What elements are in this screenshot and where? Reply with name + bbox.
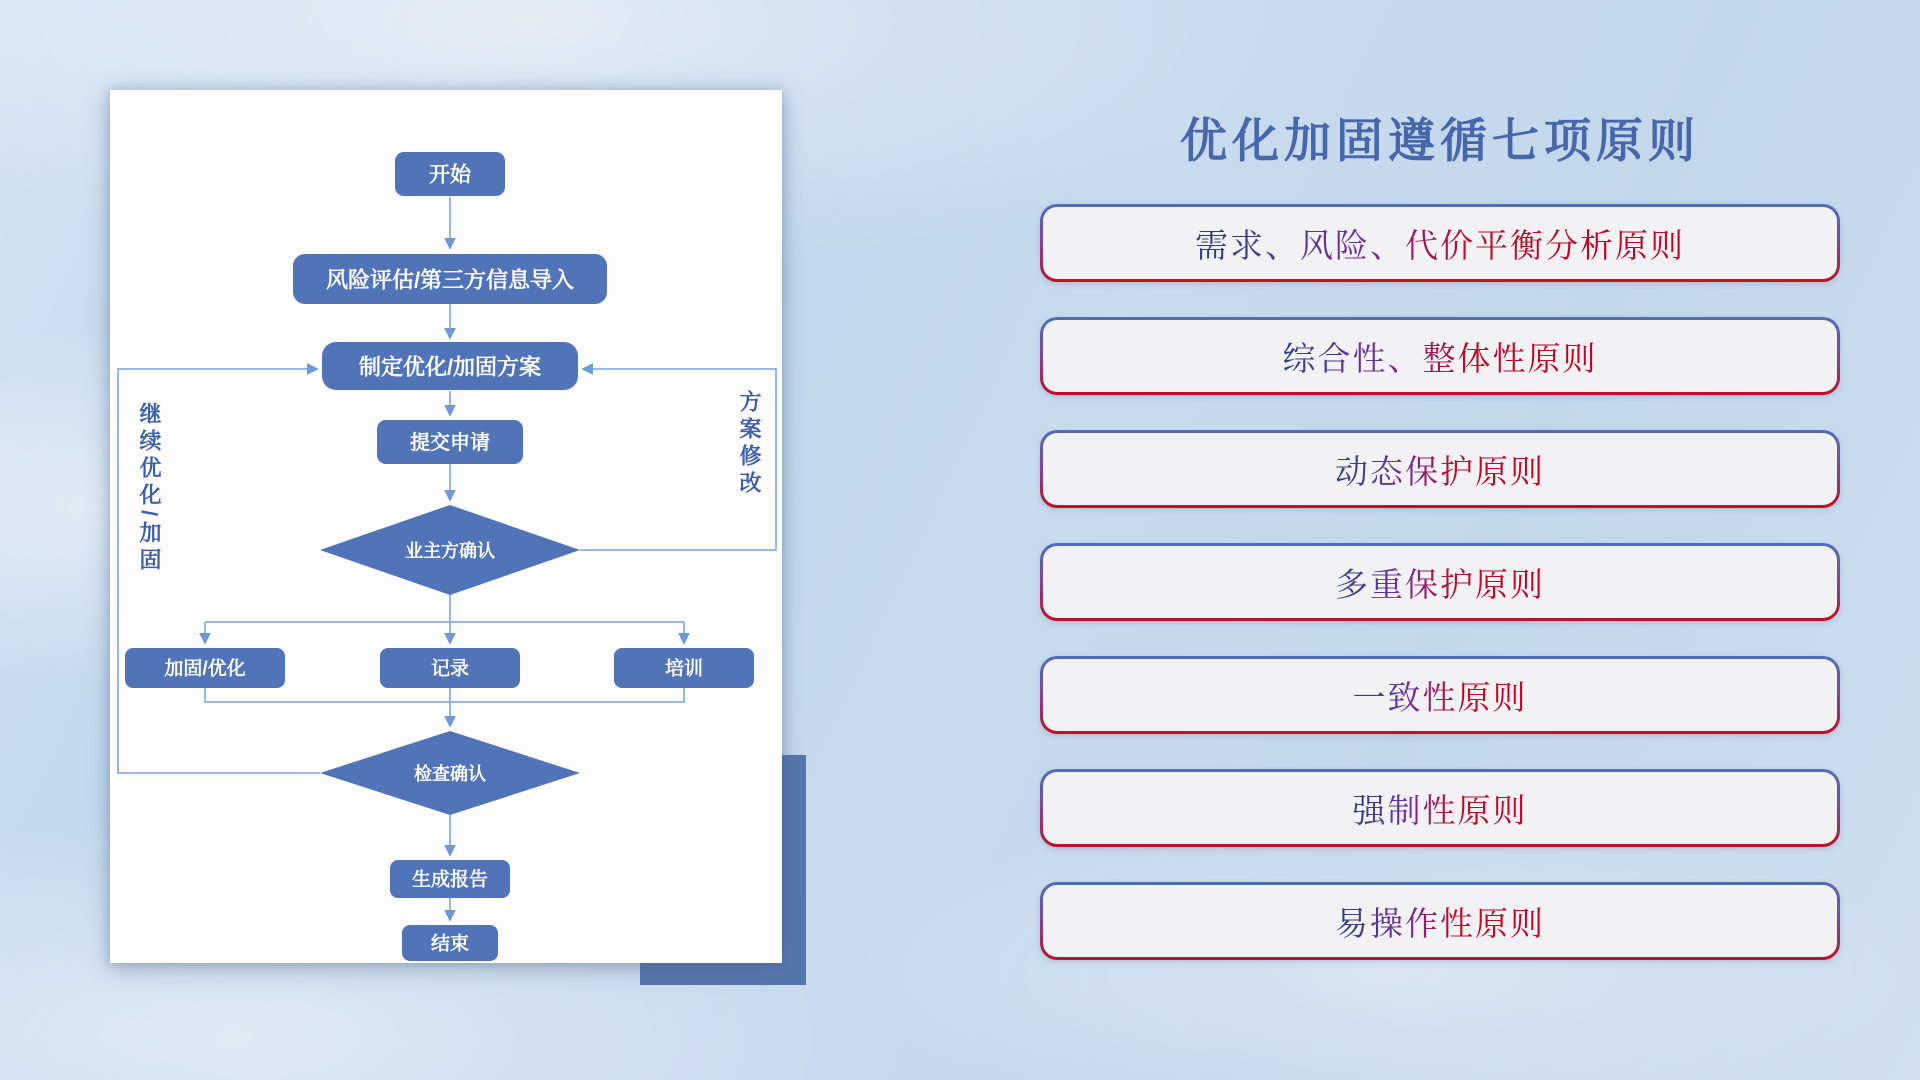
principle-label: 多重保护原则 [1335, 559, 1545, 606]
svg-text:开始: 开始 [429, 163, 471, 187]
flowchart-canvas [110, 90, 782, 963]
flow-node-reinforce-optimize [125, 648, 285, 688]
flow-node-submit-application [377, 420, 523, 464]
svg-text:业主方确认: 业主方确认 [405, 541, 495, 561]
svg-text:结束: 结束 [430, 933, 470, 955]
flow-node-training [614, 648, 754, 688]
svg-text:风险评估/第三方信息导入: 风险评估/第三方信息导入 [325, 267, 575, 293]
principle-item [1040, 430, 1840, 508]
principle-label: 综合性、整体性原则 [1283, 333, 1598, 380]
svg-text:提交申请: 提交申请 [410, 432, 490, 454]
flow-node-make-plan [322, 342, 578, 390]
flow-node-generate-report [390, 860, 510, 898]
svg-text:生成报告: 生成报告 [411, 869, 489, 891]
loop-label-plan-revision: 方案修改 [737, 390, 762, 498]
principle-item [1040, 882, 1840, 960]
principle-label: 易操作性原则 [1335, 898, 1545, 945]
svg-text:培训: 培训 [664, 658, 704, 680]
principle-item [1040, 204, 1840, 282]
flow-node-record [380, 648, 520, 688]
loop-label-continue-optimize: 继续优化/加固 [137, 402, 162, 576]
svg-text:检查确认: 检查确认 [414, 764, 486, 784]
principle-label: 强制性原则 [1353, 785, 1528, 832]
principle-label: 一致性原则 [1353, 672, 1528, 719]
principle-item [1040, 769, 1840, 847]
flowchart-card [110, 90, 782, 963]
principles-title: 优化加固遵循七项原则 [1180, 114, 1700, 167]
svg-text:加固/优化: 加固/优化 [164, 658, 246, 680]
flow-node-risk-assessment [293, 254, 607, 304]
principle-item [1040, 543, 1840, 621]
flow-node-start [395, 152, 505, 196]
svg-text:制定优化/加固方案: 制定优化/加固方案 [358, 354, 542, 380]
flow-node-end [402, 925, 498, 961]
principles-list [1040, 204, 1840, 960]
principle-label: 需求、风险、代价平衡分析原则 [1195, 220, 1685, 267]
principles-panel [1040, 0, 1840, 960]
flow-decision-owner-confirm [320, 505, 580, 595]
principle-item [1040, 317, 1840, 395]
svg-text:记录: 记录 [430, 658, 470, 680]
flow-decision-check-confirm [320, 731, 580, 815]
principle-label: 动态保护原则 [1335, 446, 1545, 493]
principle-item [1040, 656, 1840, 734]
